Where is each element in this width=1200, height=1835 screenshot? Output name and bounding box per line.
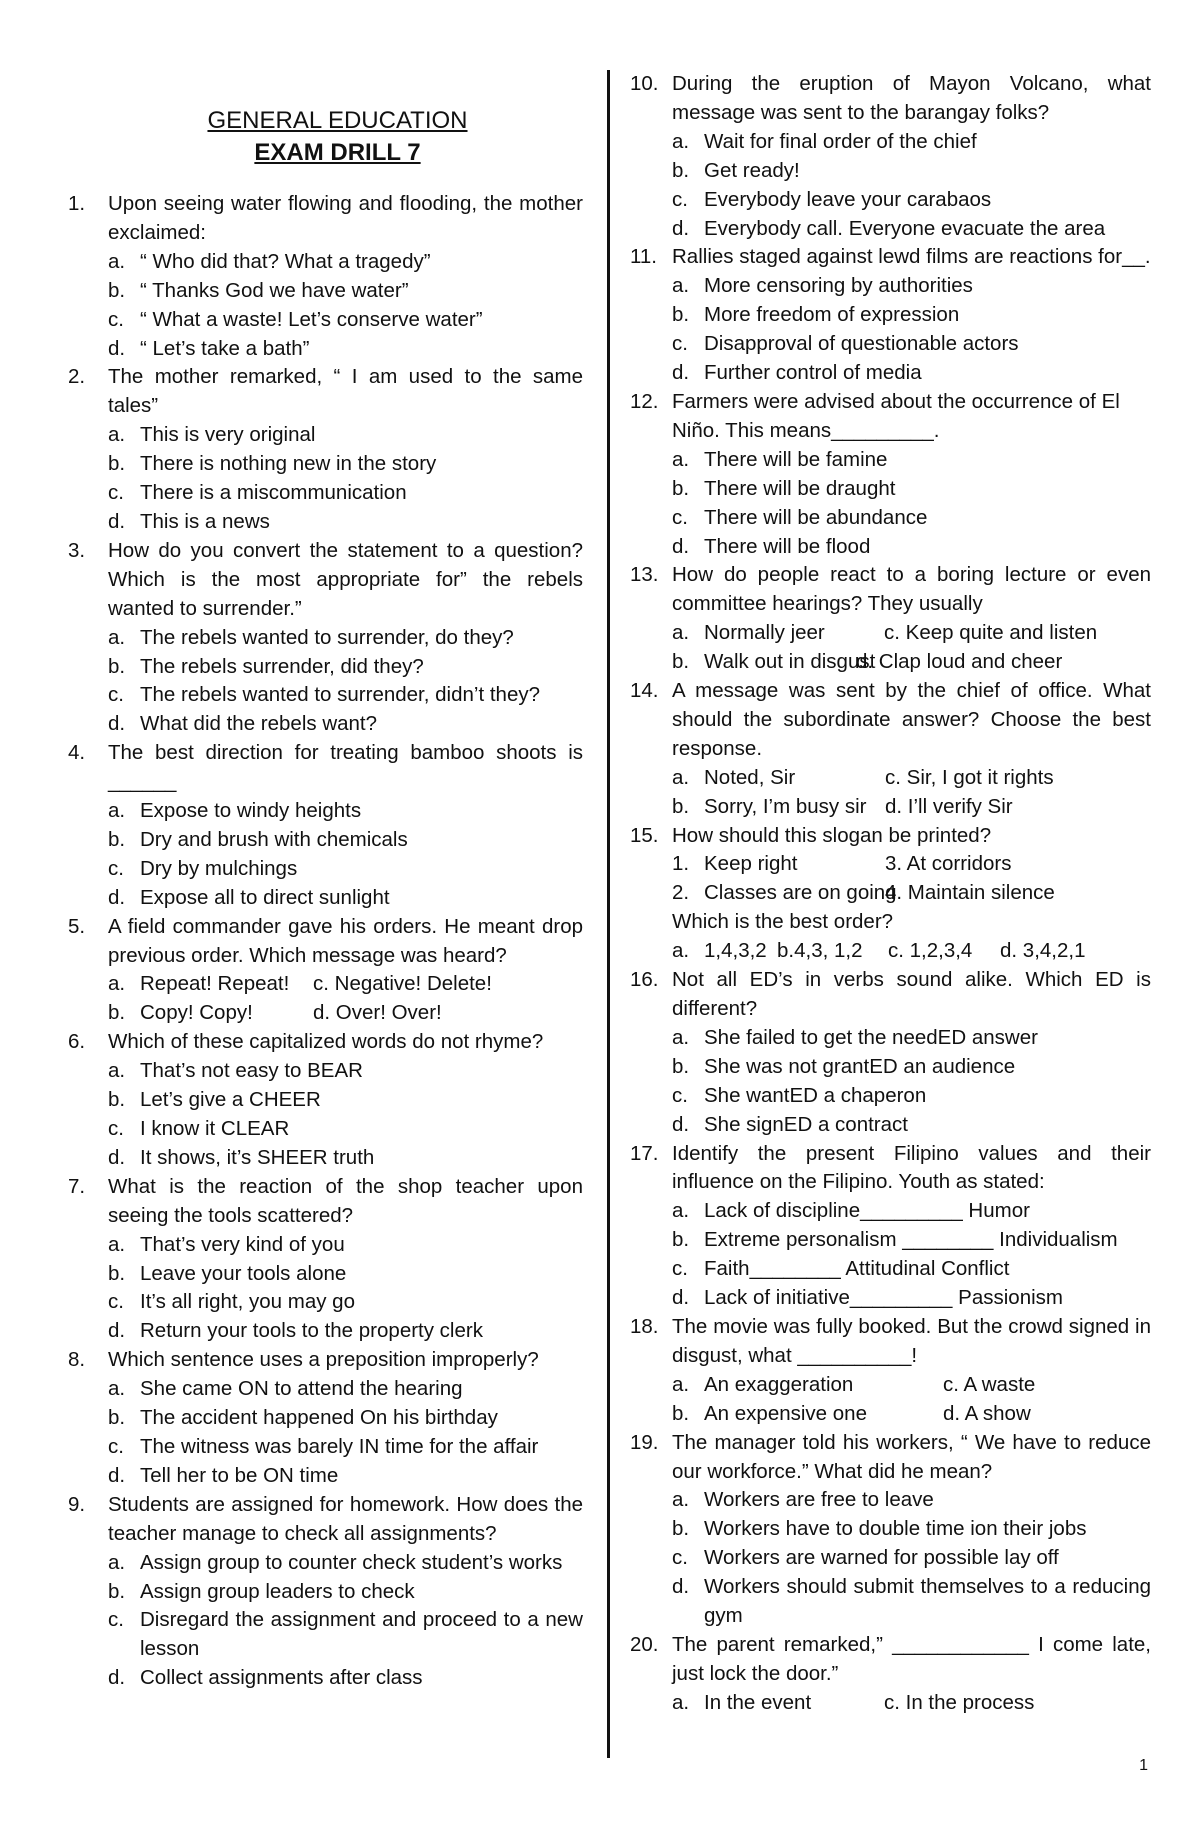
option-text: The accident happened On his birthday — [140, 1406, 498, 1430]
option-d — [68, 1462, 583, 1491]
option-c — [630, 1544, 1151, 1573]
question-number: 2. — [68, 365, 86, 389]
option-a — [630, 1197, 1151, 1226]
option-text: Assign group to counter check student’s works — [140, 1550, 563, 1574]
option-text: Dry by mulchings — [140, 856, 298, 880]
option-letter: b. — [108, 1088, 126, 1112]
question-19 — [630, 1429, 1151, 1487]
option-letter: b. — [108, 278, 126, 302]
question-5 — [68, 913, 583, 971]
option-text: The rebels wanted to surrender, didn’t they? — [140, 683, 540, 707]
question-text: A message was sent by the chief of office. What should the subordinate answer? Choose the best response. — [672, 679, 1151, 760]
option-letter: 1. — [672, 852, 690, 876]
option-text: The rebels surrender, did they? — [140, 654, 424, 678]
option-letter: a. — [672, 939, 690, 963]
option-text: Repeat! Repeat! — [140, 972, 290, 996]
question-15-subprompt: Which is the best order? — [672, 910, 894, 934]
option-text: The rebels wanted to surrender, do they? — [140, 625, 514, 649]
option-letter: a. — [108, 1550, 126, 1574]
question-number: 20. — [630, 1632, 659, 1656]
option-text: More freedom of expression — [704, 303, 960, 327]
option-a — [630, 446, 1151, 475]
question-number: 6. — [68, 1030, 86, 1054]
question-text: Identify the present Filipino values and their influence on the Filipino. Youth as stated: — [672, 1141, 1151, 1194]
option-letter: c. — [672, 1083, 688, 1107]
option-letter: b. — [672, 303, 690, 327]
question-14 — [630, 677, 1151, 764]
question-number: 17. — [630, 1141, 659, 1165]
option-letter: c. — [108, 1608, 124, 1632]
question-number: 11. — [630, 245, 657, 269]
option-c — [630, 1082, 1151, 1111]
question-text: Students are assigned for homework. How does the teacher manage to check all assignments? — [108, 1492, 583, 1545]
exam-header — [68, 106, 583, 168]
option-text: Disapproval of questionable actors — [704, 332, 1019, 356]
question-number: 7. — [68, 1174, 86, 1198]
option-letter: a. — [672, 1690, 690, 1714]
option-letter: c. — [672, 1257, 688, 1281]
option-text: 1,4,3,2 — [704, 939, 767, 963]
slogan-row-2 — [630, 879, 1151, 908]
option-text: What did the rebels want? — [140, 712, 378, 736]
option-a — [68, 421, 583, 450]
option-letter: a. — [672, 1199, 690, 1223]
question-16 — [630, 966, 1151, 1024]
option-a — [68, 1231, 583, 1260]
option-text: d. A show — [943, 1401, 1031, 1425]
option-text: d. Over! Over! — [313, 1001, 442, 1025]
option-text: d. I’ll verify Sir — [885, 794, 1013, 818]
option-text: 3. At corridors — [885, 852, 1012, 876]
question-4 — [68, 739, 583, 797]
option-a — [68, 1375, 583, 1404]
option-c — [68, 855, 583, 884]
option-text: I know it CLEAR — [140, 1117, 290, 1140]
question-number: 10. — [630, 72, 659, 95]
option-d — [630, 359, 1151, 388]
page-number: 1 — [1139, 1757, 1148, 1774]
question-10 — [630, 70, 1151, 128]
option-letter: a. — [108, 972, 126, 996]
option-d — [68, 884, 583, 913]
option-text: She was not grantED an audience — [704, 1054, 1016, 1078]
option-letter: b. — [672, 1054, 690, 1078]
question-text: Farmers were advised about the occurrence of El Niño. This means_________. — [672, 389, 1120, 442]
option-text: An exaggeration — [704, 1372, 854, 1396]
option-c — [630, 1255, 1151, 1284]
option-text: Faith________ Attitudinal Conflict — [704, 1257, 1010, 1281]
option-c — [68, 1433, 583, 1462]
question-text: What is the reaction of the shop teacher upon seeing the tools scattered? — [108, 1174, 583, 1227]
option-letter: d. — [108, 1463, 126, 1487]
option-letter: a. — [108, 423, 126, 447]
option-letter: d. — [108, 1145, 126, 1169]
option-a — [68, 797, 583, 826]
option-text: c. Sir, I got it rights — [885, 765, 1054, 789]
option-letter: c. — [108, 1117, 124, 1140]
question-text: Which sentence uses a preposition improperly? — [108, 1348, 539, 1372]
option-letter: a. — [672, 447, 690, 471]
option-c — [68, 1288, 583, 1317]
option-letter: d. — [108, 1666, 126, 1690]
option-letter: b. — [108, 1261, 126, 1285]
option-letter: b. — [108, 654, 126, 678]
question-number: 19. — [630, 1430, 659, 1454]
option-text: There is a miscommunication — [140, 481, 407, 505]
question-text: The best direction for treating bamboo shoots is ______ — [108, 741, 583, 794]
option-row-ac — [630, 1689, 1151, 1718]
option-text: The witness was barely IN time for the affair — [140, 1434, 539, 1458]
option-b — [630, 301, 1151, 330]
column-divider — [607, 70, 610, 1758]
option-letter: c. — [108, 1290, 124, 1314]
option-text: More censoring by authorities — [704, 274, 973, 298]
option-text: There will be flood — [704, 534, 871, 558]
question-number: 13. — [630, 563, 659, 587]
question-2 — [68, 363, 583, 421]
option-text: She wantED a chaperon — [704, 1083, 927, 1107]
option-letter: b. — [672, 650, 690, 674]
option-letter: b. — [672, 1401, 690, 1425]
question-text: How do people react to a boring lecture or even committee hearings? They usually — [672, 563, 1151, 616]
option-d — [630, 533, 1151, 562]
option-text: Collect assignments after class — [140, 1666, 423, 1690]
option-text: Lack of discipline_________ Humor — [704, 1199, 1030, 1223]
option-letter: 2. — [672, 881, 690, 905]
option-letter: c. — [108, 481, 124, 505]
option-text: Extreme personalism ________ Individualism — [704, 1228, 1118, 1252]
option-letter: d. — [108, 1319, 126, 1343]
option-text: Disregard the assignment and proceed to a new lesson — [140, 1608, 583, 1661]
option-letter: c. — [672, 187, 688, 211]
option-text: That’s not easy to BEAR — [140, 1059, 363, 1083]
question-text: How do you convert the statement to a question? Which is the most appropriate for” the rebels wanted to surrender.” — [108, 538, 583, 620]
option-text: This is very original — [140, 423, 316, 447]
option-letter: a. — [672, 1372, 690, 1396]
option-b — [68, 1404, 583, 1433]
option-text: Further control of media — [704, 361, 922, 385]
question-8 — [68, 1346, 583, 1375]
option-text: Workers have to double time ion their jobs — [704, 1517, 1087, 1541]
option-row-ac — [630, 1371, 1151, 1400]
question-20 — [630, 1631, 1151, 1689]
option-letter: a. — [108, 249, 126, 273]
option-a — [68, 1057, 583, 1086]
question-number: 3. — [68, 538, 86, 562]
option-letter: d. — [672, 1286, 690, 1310]
option-text: Get ready! — [704, 158, 800, 182]
option-row-bd — [630, 793, 1151, 822]
option-letter: c. — [108, 683, 124, 707]
question-number: 15. — [630, 823, 659, 847]
question-9 — [68, 1491, 583, 1549]
option-letter: a. — [672, 1488, 690, 1512]
option-b — [630, 1226, 1151, 1255]
question-text: Not all ED’s in verbs sound alike. Which ED is different? — [672, 968, 1151, 1020]
option-d — [68, 335, 583, 364]
exam-subtitle: EXAM DRILL 7 — [254, 139, 421, 166]
option-letter: b. — [108, 1001, 126, 1025]
question-number: 18. — [630, 1314, 659, 1338]
option-letter: d. — [672, 361, 690, 385]
option-a — [630, 1486, 1151, 1515]
option-letter: c. — [672, 505, 688, 529]
option-text: Expose to windy heights — [140, 799, 362, 823]
question-text: The movie was fully booked. But the crowd signed in disgust, what __________! — [672, 1314, 1151, 1367]
option-b — [630, 1053, 1151, 1082]
option-d — [68, 1144, 583, 1173]
option-row-bd — [630, 648, 1151, 677]
option-row-bd — [68, 999, 583, 1028]
option-row-bd — [630, 1400, 1151, 1429]
option-text: c. A waste — [943, 1372, 1036, 1396]
option-c — [630, 330, 1151, 359]
option-text: There is nothing new in the story — [140, 452, 437, 476]
option-a — [630, 128, 1151, 157]
option-letter: d. — [108, 712, 126, 736]
option-text: Normally jeer — [704, 621, 825, 645]
question-6 — [68, 1028, 583, 1057]
question-number: 4. — [68, 741, 86, 765]
option-text: Dry and brush with chemicals — [140, 827, 408, 851]
option-row-abcd — [630, 937, 1151, 966]
slogan-row-1 — [630, 850, 1151, 879]
question-text: The parent remarked,” ____________ I come late, just lock the door.” — [672, 1632, 1151, 1685]
option-letter: a. — [108, 625, 126, 649]
question-number: 14. — [630, 679, 659, 703]
option-d — [68, 710, 583, 739]
option-text: Sorry, I’m busy sir — [704, 794, 867, 818]
option-d — [68, 508, 583, 537]
option-letter: a. — [672, 765, 690, 789]
option-letter: a. — [672, 129, 690, 153]
option-letter: d. — [672, 1575, 690, 1599]
option-letter: c. — [108, 856, 124, 880]
option-d — [630, 1573, 1151, 1631]
option-b — [630, 475, 1151, 504]
option-text: Walk out in disgust — [704, 650, 876, 674]
question-text: Upon seeing water flowing and flooding, the mother exclaimed: — [108, 192, 583, 244]
option-text: d. Clap loud and cheer — [856, 650, 1063, 674]
option-c — [68, 1606, 583, 1664]
option-letter: b. — [672, 1228, 690, 1252]
option-b — [68, 1086, 583, 1115]
option-text: “ Let’s take a bath” — [140, 336, 310, 360]
option-text: Assign group leaders to check — [140, 1579, 415, 1603]
option-text: c. 1,2,3,4 — [888, 939, 973, 963]
option-text: 4. Maintain silence — [885, 881, 1055, 905]
option-text: She signED a contract — [704, 1112, 908, 1136]
question-number: 5. — [68, 914, 86, 938]
option-letter: b. — [672, 794, 690, 818]
question-number: 16. — [630, 968, 659, 992]
option-b — [68, 653, 583, 682]
option-letter: a. — [108, 799, 126, 823]
question-1 — [68, 190, 583, 248]
option-letter: a. — [108, 1059, 126, 1083]
option-text: She failed to get the needED answer — [704, 1025, 1038, 1049]
option-letter: c. — [108, 307, 124, 331]
option-text: Leave your tools alone — [140, 1261, 347, 1285]
right-column — [630, 70, 1151, 1718]
question-15 — [630, 822, 1151, 851]
option-c — [68, 479, 583, 508]
question-number: 12. — [630, 389, 659, 413]
question-text: How should this slogan be printed? — [672, 823, 992, 847]
option-text: There will be draught — [704, 476, 896, 500]
option-text: Return your tools to the property clerk — [140, 1319, 483, 1343]
option-letter: b. — [672, 1517, 690, 1541]
option-b — [630, 157, 1151, 186]
option-text: c. In the process — [884, 1690, 1035, 1714]
option-letter: a. — [672, 1025, 690, 1049]
option-b — [68, 450, 583, 479]
question-text: A field commander gave his orders. He meant drop previous order. Which message was heard? — [108, 914, 583, 967]
option-text: There will be abundance — [704, 505, 928, 529]
option-text: Classes are on going — [704, 881, 897, 905]
option-text: This is a news — [140, 509, 270, 533]
option-text: “ What a waste! Let’s conserve water” — [140, 307, 483, 331]
option-letter: d. — [672, 534, 690, 558]
option-d — [630, 1284, 1151, 1313]
option-d — [630, 1111, 1151, 1140]
option-text: Workers are free to leave — [704, 1488, 934, 1512]
option-text: It shows, it’s SHEER truth — [140, 1145, 375, 1169]
question-text: Rallies staged against lewd films are reactions for__. — [672, 245, 1151, 269]
option-text: In the event — [704, 1690, 812, 1714]
option-text: Tell her to be ON time — [140, 1463, 339, 1487]
option-letter: c. — [672, 332, 688, 356]
option-text: b.4,3, 1,2 — [777, 939, 863, 963]
question-number: 9. — [68, 1492, 86, 1516]
option-letter: d. — [108, 885, 126, 909]
option-c — [630, 504, 1151, 533]
option-letter: a. — [672, 274, 690, 298]
option-text: c. Keep quite and listen — [884, 621, 1098, 645]
option-text: Workers are warned for possible lay off — [704, 1546, 1059, 1570]
option-d — [68, 1317, 583, 1346]
option-text: She came ON to attend the hearing — [140, 1377, 463, 1401]
question-3 — [68, 537, 583, 624]
option-text: Expose all to direct sunlight — [140, 885, 390, 909]
question-11 — [630, 243, 1151, 272]
option-a — [630, 1024, 1151, 1053]
option-b — [68, 826, 583, 855]
option-text: Everybody leave your carabaos — [704, 187, 992, 211]
option-letter: b. — [108, 827, 126, 851]
option-letter: a. — [672, 621, 690, 645]
option-letter: c. — [672, 1546, 688, 1570]
question-18 — [630, 1313, 1151, 1371]
option-row-ac — [630, 764, 1151, 793]
option-letter: a. — [108, 1232, 126, 1256]
option-letter: d. — [672, 1112, 690, 1136]
option-text: There will be famine — [704, 447, 888, 471]
option-text: “ Thanks God we have water” — [140, 278, 409, 302]
option-b — [630, 1515, 1151, 1544]
left-column — [68, 70, 583, 1693]
exam-title: GENERAL EDUCATION — [207, 107, 468, 134]
option-text: Keep right — [704, 852, 798, 876]
question-number: 8. — [68, 1348, 86, 1372]
option-a — [68, 624, 583, 653]
question-text: During the eruption of Mayon Volcano, what message was sent to the barangay folks? — [672, 72, 1151, 124]
question-number: 1. — [68, 192, 86, 215]
option-c — [630, 186, 1151, 215]
option-letter: b. — [108, 452, 126, 476]
question-text: The manager told his workers, “ We have to reduce our workforce.” What did he mean? — [672, 1430, 1151, 1483]
option-letter: d. — [672, 216, 690, 240]
option-text: Let’s give a CHEER — [140, 1088, 321, 1112]
option-row-ac — [68, 970, 583, 999]
option-text: An expensive one — [704, 1401, 867, 1425]
option-text: Workers should submit themselves to a reducing gym — [704, 1575, 1151, 1628]
option-text: d. 3,4,2,1 — [1000, 939, 1086, 963]
option-text: Lack of initiative_________ Passionism — [704, 1286, 1063, 1310]
question-text: The mother remarked, “ I am used to the same tales” — [108, 365, 583, 418]
option-row-ac — [630, 619, 1151, 648]
question-12 — [630, 388, 1151, 446]
option-c — [68, 1115, 583, 1144]
option-a — [68, 1549, 583, 1578]
option-b — [68, 277, 583, 306]
question-17 — [630, 1140, 1151, 1198]
option-text: c. Negative! Delete! — [313, 972, 492, 996]
option-letter: a. — [108, 1377, 126, 1401]
question-7 — [68, 1173, 583, 1231]
option-text: Noted, Sir — [704, 765, 796, 789]
option-letter: c. — [108, 1434, 124, 1458]
question-13 — [630, 561, 1151, 619]
option-b — [68, 1260, 583, 1289]
option-c — [68, 306, 583, 335]
option-text: Wait for final order of the chief — [704, 129, 977, 153]
question-text: Which of these capitalized words do not rhyme? — [108, 1030, 544, 1054]
option-c — [68, 681, 583, 710]
option-a — [68, 248, 583, 277]
option-text: Everybody call. Everyone evacuate the area — [704, 216, 1106, 240]
option-letter: d. — [108, 509, 126, 533]
option-b — [68, 1578, 583, 1607]
option-text: “ Who did that? What a tragedy” — [140, 249, 431, 273]
option-letter: b. — [672, 158, 690, 182]
option-letter: b. — [108, 1406, 126, 1430]
option-text: Copy! Copy! — [140, 1001, 253, 1025]
option-letter: d. — [108, 336, 126, 360]
option-d — [68, 1664, 583, 1693]
option-d — [630, 215, 1151, 244]
option-letter: b. — [672, 476, 690, 500]
option-text: That’s very kind of you — [140, 1232, 345, 1256]
option-a — [630, 272, 1151, 301]
option-letter: b. — [108, 1579, 126, 1603]
option-text: It’s all right, you may go — [140, 1290, 355, 1314]
